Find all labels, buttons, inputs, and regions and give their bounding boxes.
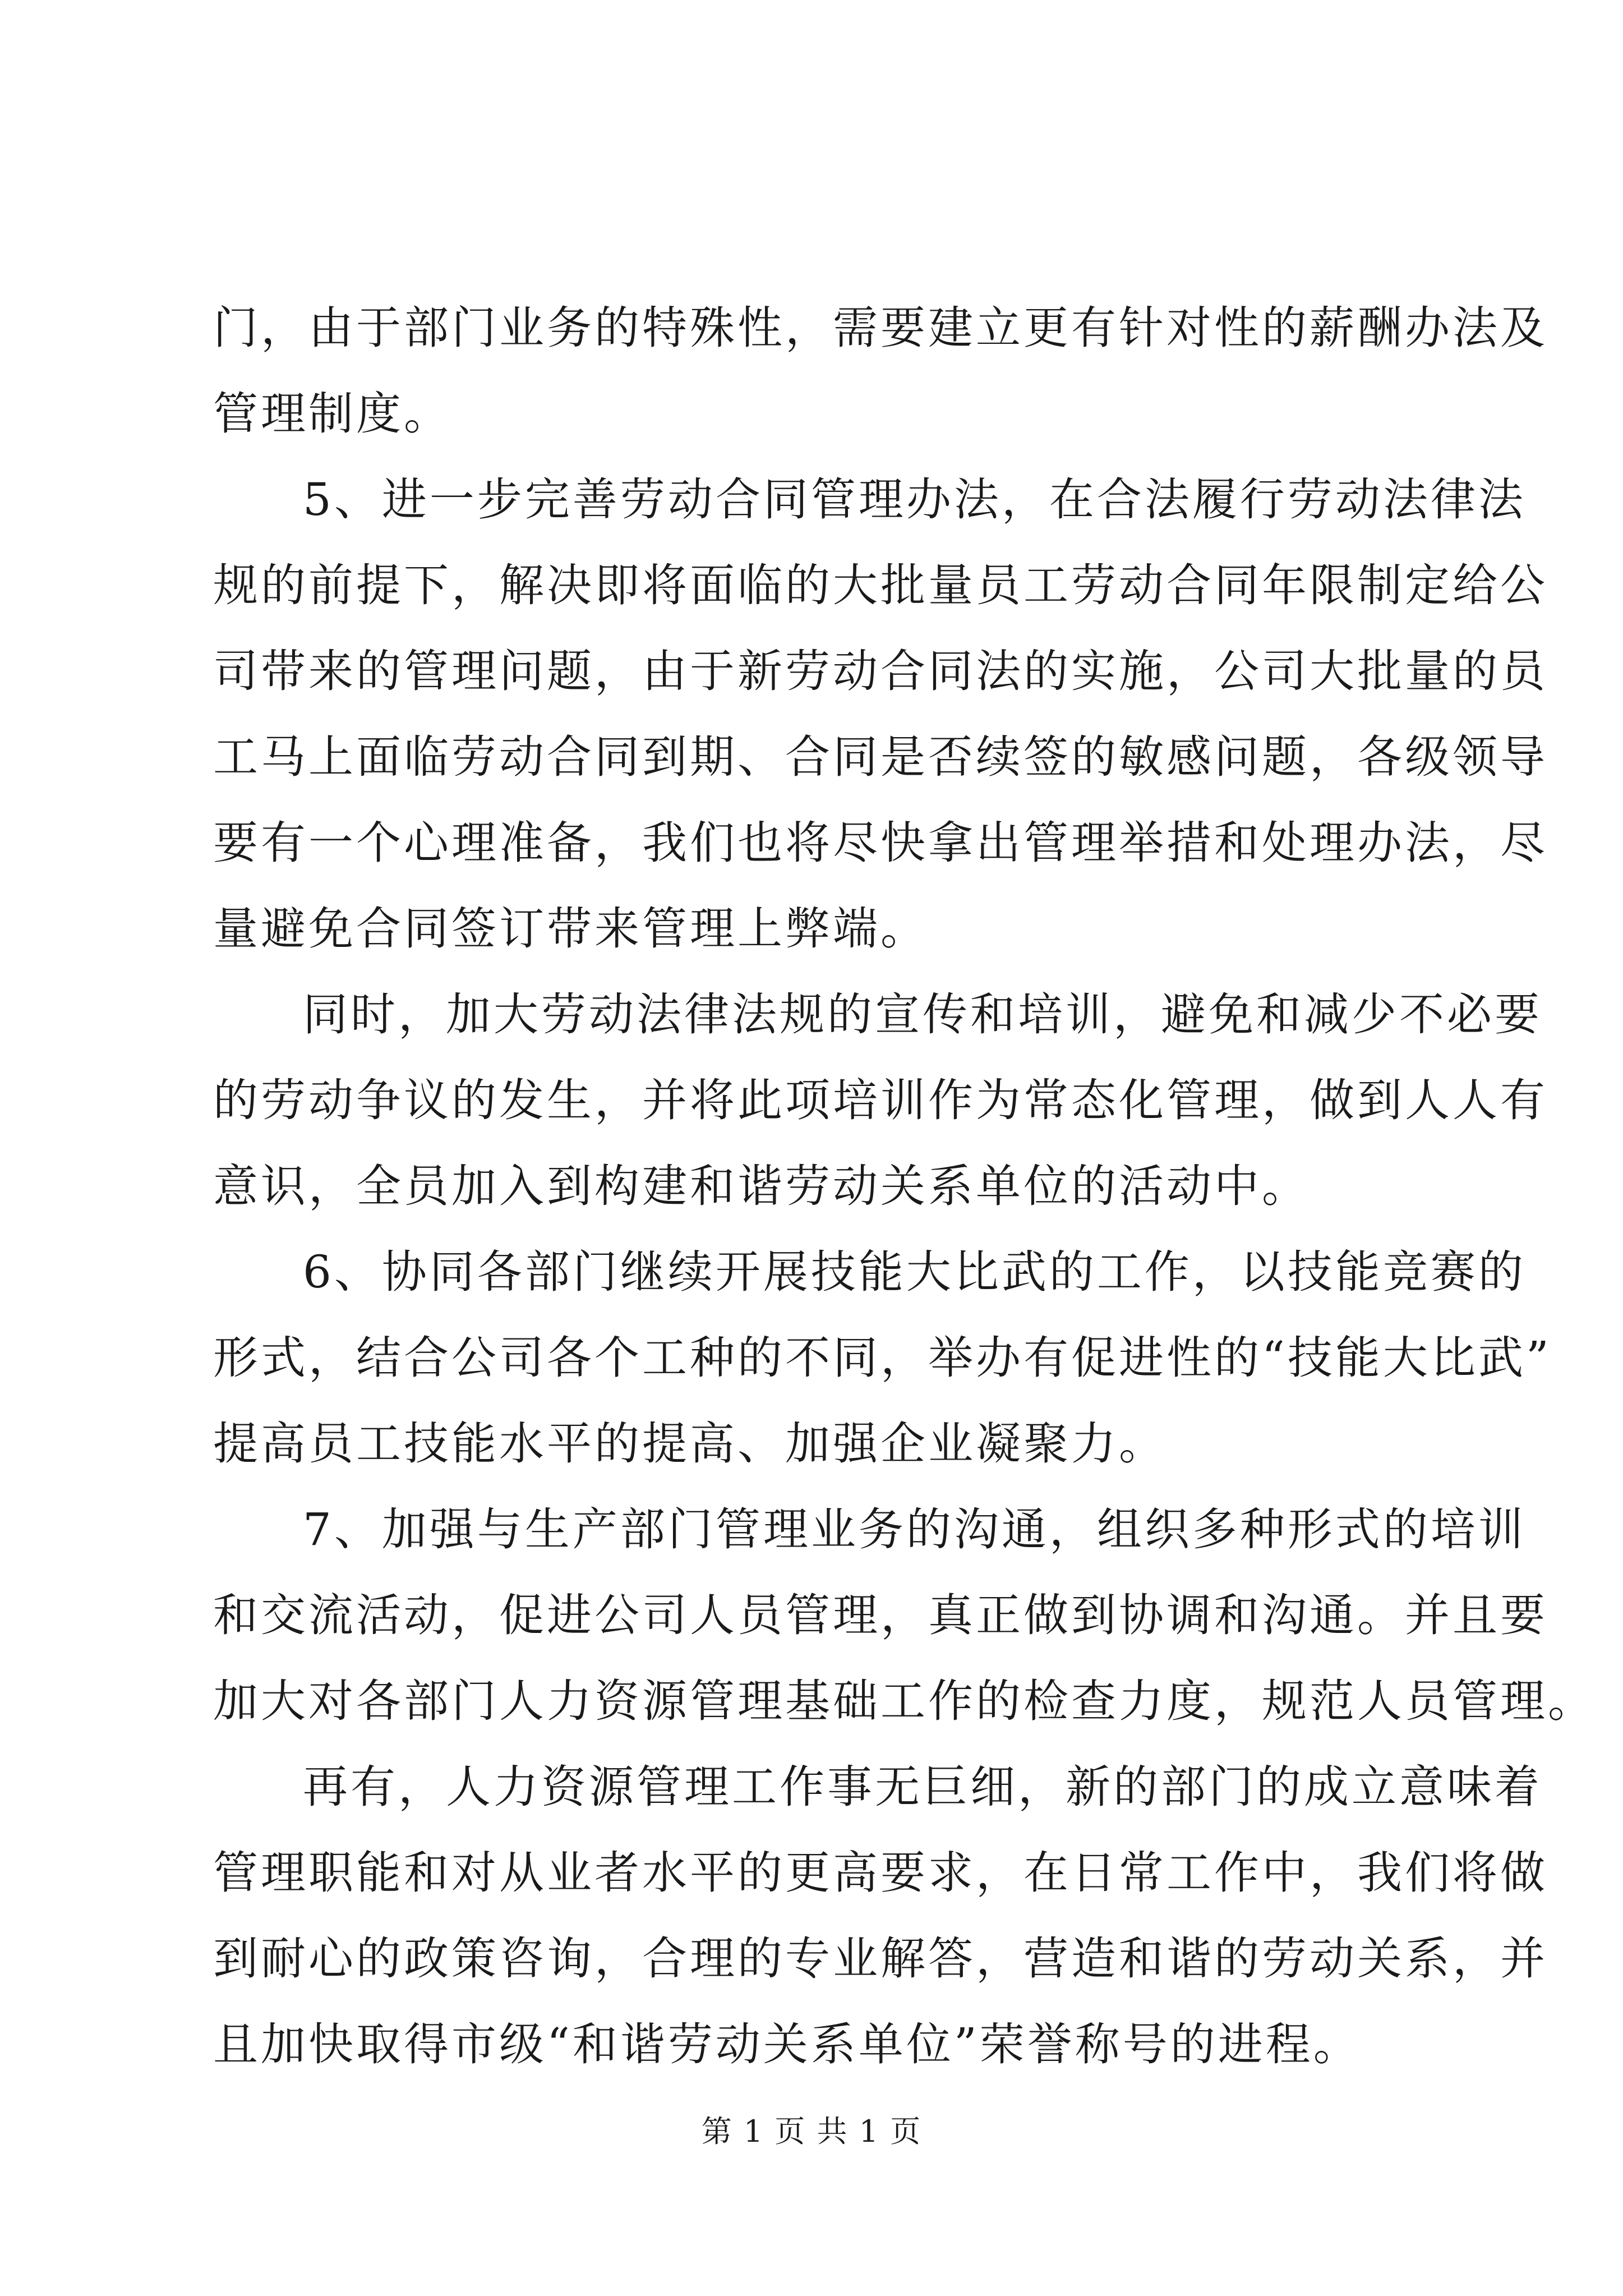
text-line: 加大对各部门人力资源管理基础工作的检查力度，规范人员管理。	[213, 1675, 1596, 1727]
text-line: 量避免合同签订带来管理上弊端。	[213, 903, 928, 955]
paragraph-meanwhile-line: 同时，加大劳动法律法规的宣传和培训，避免和减少不必要	[303, 988, 1542, 1041]
text-line: 司带来的管理问题，由于新劳动合同法的实施，公司大批量的员	[213, 645, 1548, 697]
text-line: 管理制度。	[213, 388, 451, 440]
text-line: 意识，全员加入到构建和谐劳动关系单位的活动中。	[213, 1160, 1310, 1212]
paragraph-5-line: 5、进一步完善劳动合同管理办法，在合法履行劳动法律法	[303, 473, 1526, 526]
paragraph-6-line: 6、协同各部门继续开展技能大比武的工作，以技能竞赛的	[303, 1246, 1526, 1298]
text-line: 规的前提下，解决即将面临的大批量员工劳动合同年限制定给公	[213, 559, 1548, 611]
text-line: 且加快取得市级“和谐劳动关系单位”荣誉称号的进程。	[213, 2018, 1361, 2070]
text-line: 形式，结合公司各个工种的不同，举办有促进性的“技能大比武”	[213, 1332, 1552, 1384]
text-line: 的劳动争议的发生，并将此项培训作为常态化管理，做到人人有	[213, 1074, 1548, 1126]
page-number-footer: 第 1 页 共 1 页	[701, 2114, 922, 2149]
text-line: 要有一个心理准备，我们也将尽快拿出管理举措和处理办法，尽	[213, 817, 1548, 869]
text-line: 工马上面临劳动合同到期、合同是否续签的敏感问题，各级领导	[213, 731, 1548, 783]
text-line: 门，由于部门业务的特殊性，需要建立更有针对性的薪酬办法及	[213, 302, 1548, 354]
text-line: 和交流活动，促进公司人员管理，真正做到协调和沟通。并且要	[213, 1589, 1548, 1641]
paragraph-finally-line: 再有，人力资源管理工作事无巨细，新的部门的成立意味着	[303, 1761, 1542, 1813]
text-line: 管理职能和对从业者水平的更高要求，在日常工作中，我们将做	[213, 1847, 1548, 1899]
text-line: 提高员工技能水平的提高、加强企业凝聚力。	[213, 1418, 1166, 1470]
text-line: 到耐心的政策咨询，合理的专业解答，营造和谐的劳动关系，并	[213, 1932, 1548, 1985]
paragraph-7-line: 7、加强与生产部门管理业务的沟通，组织多种形式的培训	[303, 1503, 1526, 1556]
